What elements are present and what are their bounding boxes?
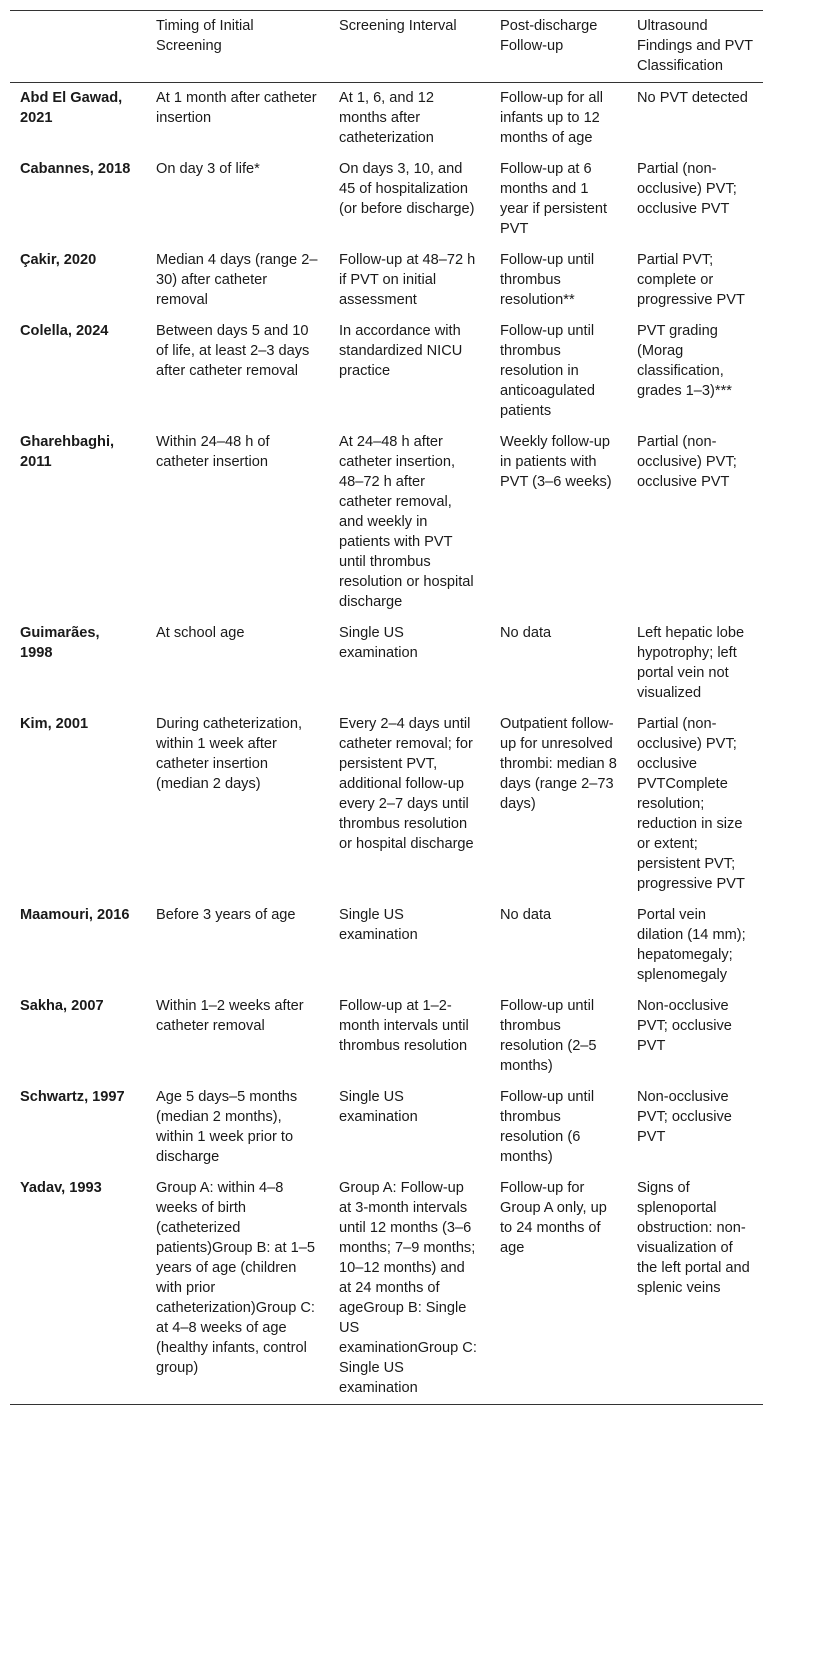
cell-interval: At 1, 6, and 12 months after catheterization [339, 90, 434, 146]
cell-interval: Follow-up at 1–2-month intervals until thrombus resolution [339, 998, 469, 1054]
cell-study: Cabannes, 2018 [20, 161, 131, 177]
cell-timing: Age 5 days–5 months (median 2 months), within 1 week prior to discharge [156, 1089, 298, 1165]
cell-findings: Non-occlusive PVT; occlusive PVT [637, 998, 732, 1054]
cell-followup: Follow-up at 6 months and 1 year if persistent PVT [500, 161, 608, 237]
table-row [10, 618, 763, 709]
cell-followup: No data [500, 907, 552, 923]
study-table-container [10, 10, 811, 1405]
cell-study: Yadav, 1993 [20, 1180, 102, 1196]
table-row [10, 245, 763, 316]
cell-study: Çakir, 2020 [20, 252, 97, 268]
cell-findings: Signs of splenoportal obstruction: non-visualization of the left portal and splenic veins [637, 1180, 750, 1296]
cell-timing: Group A: within 4–8 weeks of birth (catheterized patients)Group B: at 1–5 years of age (children with prior catheterization)Group C: at 4–8 weeks of age (healthy infants, control group) [156, 1180, 316, 1376]
cell-timing: Before 3 years of age [156, 907, 296, 923]
header-findings: Ultrasound Findings and PVT Classification [637, 18, 753, 74]
cell-findings: Non-occlusive PVT; occlusive PVT [637, 1089, 732, 1145]
cell-interval: In accordance with standardized NICU practice [339, 323, 463, 379]
cell-timing: At 1 month after catheter insertion [156, 90, 317, 126]
cell-interval: Single US examination [339, 907, 418, 943]
cell-timing: Within 24–48 h of catheter insertion [156, 434, 270, 470]
cell-findings: Partial (non-occlusive) PVT; occlusive PVTComplete resolution; reduction in size or extent; persistent PVT; progressive PVT [637, 716, 745, 892]
cell-followup: Outpatient follow-up for unresolved thrombi: median 8 days (range 2–73 days) [500, 716, 617, 812]
header-interval: Screening Interval [339, 18, 457, 34]
cell-followup: Follow-up until thrombus resolution in anticoagulated patients [500, 323, 595, 419]
cell-findings: Left hepatic lobe hypotrophy; left portal vein not visualized [637, 625, 745, 701]
cell-followup: Follow-up for Group A only, up to 24 months of age [500, 1180, 607, 1256]
cell-followup: Weekly follow-up in patients with PVT (3–6 weeks) [500, 434, 612, 490]
cell-timing: On day 3 of life* [156, 161, 260, 177]
table-row [10, 1082, 763, 1173]
cell-findings: Partial PVT; complete or progressive PVT [637, 252, 745, 308]
header-row [10, 11, 763, 83]
cell-interval: Single US examination [339, 625, 418, 661]
table-body [10, 83, 763, 1405]
cell-study: Maamouri, 2016 [20, 907, 130, 923]
cell-interval: Every 2–4 days until catheter removal; for persistent PVT, additional follow-up every 2–7 days until thrombus resolution or hospital discharge [339, 716, 474, 852]
table-row [10, 991, 763, 1082]
cell-timing: During catheterization, within 1 week after catheter insertion (median 2 days) [156, 716, 303, 792]
table-row [10, 154, 763, 245]
table-row [10, 709, 763, 900]
table-row [10, 900, 763, 991]
table-row [10, 83, 763, 155]
cell-study: Schwartz, 1997 [20, 1089, 125, 1105]
cell-timing: Between days 5 and 10 of life, at least 2–3 days after catheter removal [156, 323, 310, 379]
cell-study: Sakha, 2007 [20, 998, 104, 1014]
header-followup: Post-discharge Follow-up [500, 18, 598, 54]
header-timing: Timing of Initial Screening [156, 18, 254, 54]
cell-timing: At school age [156, 625, 245, 641]
cell-followup: No data [500, 625, 552, 641]
cell-study: Colella, 2024 [20, 323, 109, 339]
cell-timing: Within 1–2 weeks after catheter removal [156, 998, 304, 1034]
cell-interval: Follow-up at 48–72 h if PVT on initial assessment [339, 252, 476, 308]
cell-followup: Follow-up until thrombus resolution (6 months) [500, 1089, 595, 1165]
cell-study: Guimarães, 1998 [20, 625, 100, 661]
cell-findings: No PVT detected [637, 90, 748, 106]
cell-study: Gharehbaghi, 2011 [20, 434, 115, 470]
cell-study: Abd El Gawad, 2021 [20, 90, 123, 126]
table-header [10, 11, 763, 83]
study-table [10, 10, 763, 1405]
header-study [10, 11, 146, 83]
cell-interval: On days 3, 10, and 45 of hospitalization (or before discharge) [339, 161, 475, 217]
cell-timing: Median 4 days (range 2–30) after catheter removal [156, 252, 318, 308]
cell-followup: Follow-up until thrombus resolution** [500, 252, 595, 308]
cell-findings: PVT grading (Morag classification, grades 1–3)*** [637, 323, 732, 399]
cell-study: Kim, 2001 [20, 716, 89, 732]
cell-interval: Group A: Follow-up at 3-month intervals until 12 months (3–6 months; 7–9 months; 10–12 months) and at 24 months of ageGroup B: Single US examinationGroup C: Single US examination [339, 1180, 477, 1396]
cell-followup: Follow-up until thrombus resolution (2–5 months) [500, 998, 597, 1074]
cell-interval: Single US examination [339, 1089, 418, 1125]
table-row [10, 1173, 763, 1405]
cell-findings: Partial (non-occlusive) PVT; occlusive PVT [637, 434, 737, 490]
cell-findings: Partial (non-occlusive) PVT; occlusive PVT [637, 161, 737, 217]
cell-followup: Follow-up for all infants up to 12 months of age [500, 90, 604, 146]
table-row [10, 316, 763, 427]
cell-interval: At 24–48 h after catheter insertion, 48–72 h after catheter removal, and weekly in patients with PVT until thrombus resolution or hospital discharge [339, 434, 474, 610]
cell-findings: Portal vein dilation (14 mm); hepatomegaly; splenomegaly [637, 907, 746, 983]
table-row [10, 427, 763, 618]
